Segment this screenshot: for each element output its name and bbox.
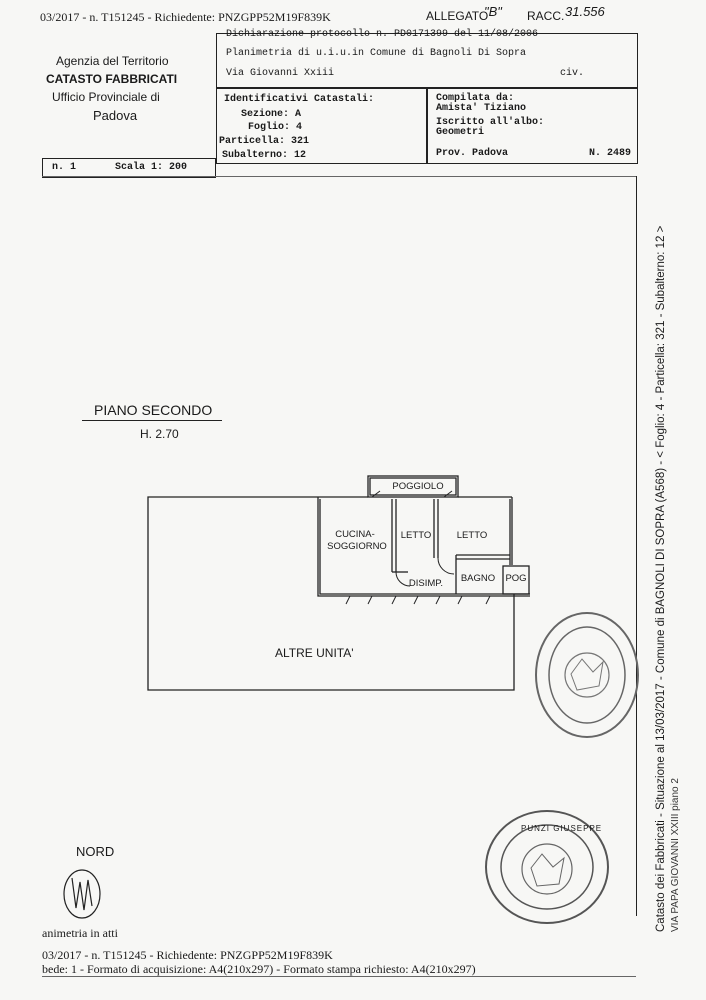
- stamp-emblem-icon: [537, 614, 637, 736]
- profession-value: Geometri: [436, 127, 485, 138]
- civ-label: civ.: [560, 68, 585, 79]
- room-bedroom-1: LETTO: [400, 530, 432, 541]
- sezione-value: Sezione: A: [241, 109, 302, 120]
- racc-label: RACC.: [527, 9, 565, 23]
- planimetry-line: Planimetria di u.i.u.in Comune di Bagnoli Di Sopra: [226, 48, 527, 59]
- province-value: Prov. Padova: [436, 148, 509, 159]
- other-units-label: ALTRE UNITA': [275, 646, 354, 660]
- north-arrow-icon: [60, 866, 106, 922]
- racc-value: 31.556: [565, 4, 605, 19]
- room-hallway: DISIMP.: [408, 578, 444, 589]
- footer-note: animetria in atti: [42, 926, 118, 940]
- floor-height: H. 2.70: [140, 427, 179, 441]
- official-stamp-1: [535, 612, 639, 738]
- footer-request-line: 03/2017 - n. T151245 - Richiedente: PNZGPP52M19F839K: [42, 948, 333, 962]
- foglio-value: Foglio: 4: [248, 122, 303, 133]
- room-bathroom: BAGNO: [460, 573, 496, 584]
- particella-value: Particella: 321: [219, 136, 310, 147]
- subalterno-value: Subalterno: 12: [222, 150, 307, 161]
- agency-office: Ufficio Provinciale di: [52, 90, 160, 104]
- official-stamp-2: [485, 810, 609, 924]
- north-label: NORD: [76, 844, 115, 859]
- identifiers-title: Identificativi Catastali:: [224, 94, 375, 105]
- agency-province: Padova: [93, 108, 138, 123]
- footer-format-line: bede: 1 - Formato di acquisizione: A4(210x297) - Formato stampa richiesto: A4(210x297): [42, 962, 476, 976]
- top-request-line: 03/2017 - n. T151245 - Richiedente: PNZGPP52M19F839K: [40, 10, 331, 24]
- stamp2-text: PUNZI GIUSEPPE: [521, 824, 603, 833]
- compiled-by-label: Compilata da:: [436, 93, 515, 104]
- sheet-scale: Scala 1: 200: [115, 162, 188, 173]
- allegato-value: "B": [484, 4, 502, 19]
- sheet-number: n. 1: [52, 162, 77, 173]
- room-kitchen-line1: CUCINA-: [335, 529, 375, 540]
- floor-title: PIANO SECONDO: [94, 402, 213, 418]
- side-cadastral-text: Catasto dei Fabbricati - Situazione al 13/03/2017 - Comune di BAGNOLI DI SOPRA (A568) - < Foglio: 4 - Particella: 321 - Subalterno: 12 >: [655, 225, 667, 932]
- room-kitchen-line2: SOGGIORNO: [327, 541, 387, 552]
- room-balcony: POGGIOLO: [392, 481, 444, 492]
- compiler-name: Amista' Tiziano: [436, 103, 527, 114]
- room-pog: POG: [505, 573, 527, 584]
- enrolled-label: Iscritto all'albo:: [436, 117, 545, 128]
- address-line: Via Giovanni Xxiii: [226, 68, 335, 79]
- side-address-text: VIA PAPA GIOVANNI XXIII piano 2: [670, 778, 681, 932]
- protocol-line: Dichiarazione protocollo n. PD0171399 del 11/08/2006: [226, 29, 539, 40]
- register-number: N. 2489: [589, 148, 632, 159]
- agency-catasto: CATASTO FABBRICATI: [46, 72, 178, 86]
- allegato-label: ALLEGATO: [426, 9, 489, 23]
- room-bedroom-2: LETTO: [456, 530, 488, 541]
- agency-name: Agenzia del Territorio: [56, 54, 169, 68]
